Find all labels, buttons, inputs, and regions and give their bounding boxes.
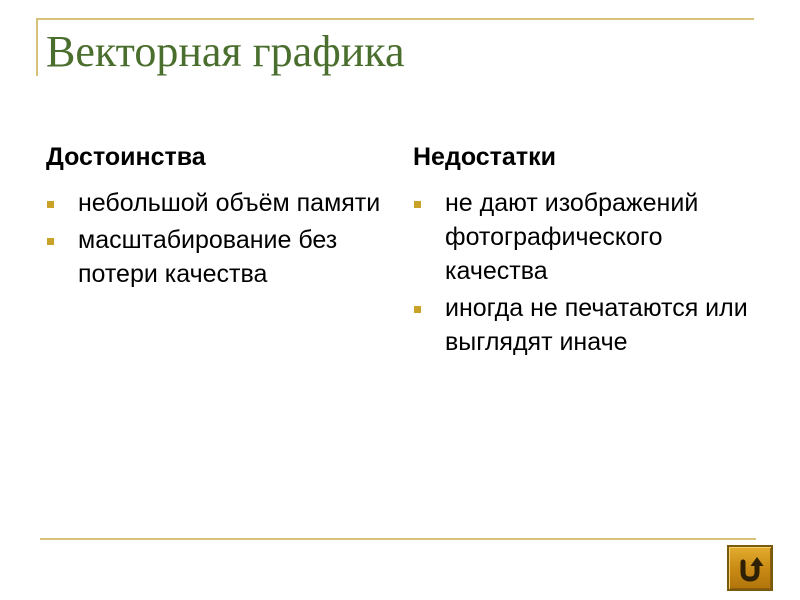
bullet-square-icon [47,238,54,245]
disadvantages-heading: Недостатки [413,143,556,171]
disadvantages-column [413,142,763,362]
list-item [46,186,386,220]
bottom-rule [40,538,756,540]
list-item-text: масштабирование без потери качества [78,226,338,288]
list-item-text: не дают изображений фотографического качества [445,189,699,285]
top-rule [36,18,754,20]
list-item [46,223,386,291]
advantages-column [46,142,386,294]
bullet-square-icon [414,306,421,313]
left-rule [36,18,38,76]
bullet-square-icon [47,201,54,208]
advantages-list [46,186,386,291]
return-arrow-icon [729,547,771,589]
list-item-text: иногда не печатаются или выглядят иначе [445,294,748,356]
advantages-heading: Достоинства [46,143,206,171]
back-button[interactable] [727,545,773,591]
list-item [413,186,763,288]
disadvantages-list [413,186,763,359]
bullet-square-icon [414,201,421,208]
list-item [413,291,763,359]
slide-title: Векторная графика [46,27,405,76]
list-item-text: небольшой объём памяти [78,189,381,217]
